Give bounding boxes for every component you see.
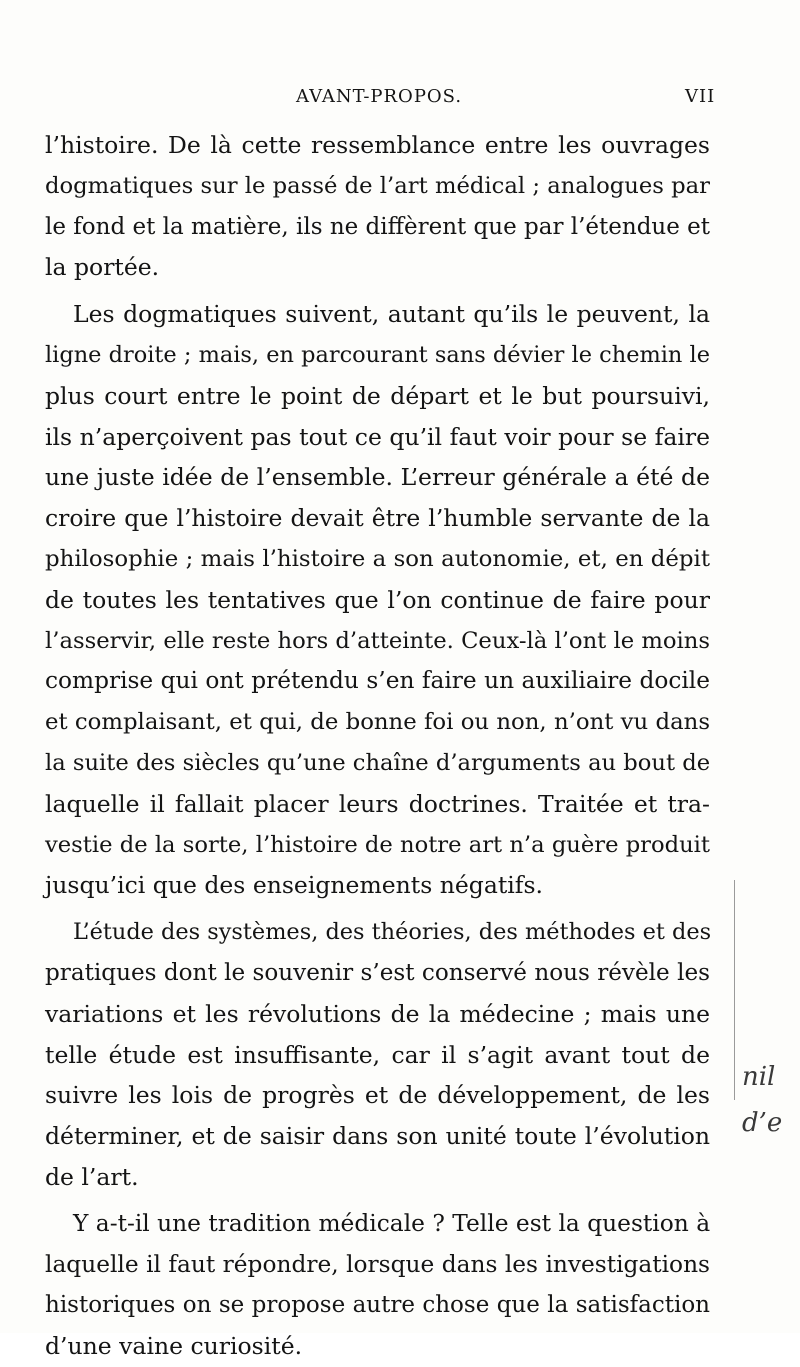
text-line: d’une vaine curiosité.: [45, 1332, 303, 1361]
text-line: philosophie ; mais l’histoire a son autonomie, et, en dépit: [45, 545, 710, 572]
text-line: variations et les révolutions de la médecine ; mais une: [45, 999, 710, 1028]
text-line: dogmatiques sur le passé de l’art médical ; analogues par: [45, 172, 710, 199]
text-line: suivre les lois de progrès et de développement, de les: [45, 1081, 710, 1110]
text-line: Les dogmatiques suivent, autant qu’ils le peuvent, la: [73, 300, 710, 329]
margin-pencil-line: [734, 880, 735, 1100]
text-line: vestie de la sorte, l’histoire de notre art n’a guère produit: [45, 831, 710, 858]
text-line: telle étude est insuffisante, car il s’agit avant tout de: [45, 1040, 710, 1069]
text-line: Y a-t-il une tradition médicale ? Telle est la question à: [73, 1209, 711, 1237]
running-head: [0, 86, 800, 112]
text-line: déterminer, et de saisir dans son unité toute l’évolution: [45, 1122, 710, 1151]
running-head-title: AVANT-PROPOS.: [296, 86, 463, 107]
text-line: L’étude des systèmes, des théories, des méthodes et des: [73, 919, 712, 946]
text-line: jusqu’ici que des enseignements négatifs.: [45, 871, 544, 900]
text-line: pratiques dont le souvenir s’est conservé nous révèle les: [45, 959, 710, 986]
body-text: [45, 125, 710, 1367]
text-line: la suite des siècles qu’une chaîne d’arguments au bout de: [45, 749, 711, 776]
text-line: laquelle il faut répondre, lorsque dans les investigations: [45, 1250, 710, 1278]
text-line: l’histoire. De là cette ressemblance entre les ouvrages: [45, 131, 710, 159]
text-line: laquelle il fallait placer leurs doctrines. Traitée et tra-: [45, 789, 710, 818]
margin-note: d’e: [742, 1108, 783, 1138]
text-line: la portée.: [45, 253, 160, 282]
margin-note: nil: [742, 1062, 776, 1092]
text-line: et complaisant, et qui, de bonne foi ou non, n’ont vu dans: [45, 709, 710, 736]
text-line: le fond et la matière, ils ne diffèrent que par l’étendue et: [45, 213, 711, 240]
page-number: VII: [685, 86, 716, 107]
text-line: l’asservir, elle reste hors d’atteinte. Ceux-là l’ont le moins: [45, 627, 711, 654]
text-line: de toutes les tentatives que l’on continue de faire pour: [45, 585, 710, 614]
text-line: une juste idée de l’ensemble. L’erreur générale a été de: [45, 463, 710, 492]
text-line: de l’art.: [45, 1162, 139, 1191]
text-line: ligne droite ; mais, en parcourant sans dévier le chemin le: [45, 341, 710, 368]
text-line: historiques on se propose autre chose que la satisfaction: [45, 1292, 710, 1319]
text-line: croire que l’histoire devait être l’humble servante de la: [45, 504, 710, 533]
text-line: plus court entre le point de départ et le but poursuivi,: [45, 381, 710, 410]
text-line: ils n’aperçoivent pas tout ce qu’il faut voir pour se faire: [45, 422, 710, 451]
text-line: comprise qui ont prétendu s’en faire un auxiliaire docile: [45, 667, 710, 695]
